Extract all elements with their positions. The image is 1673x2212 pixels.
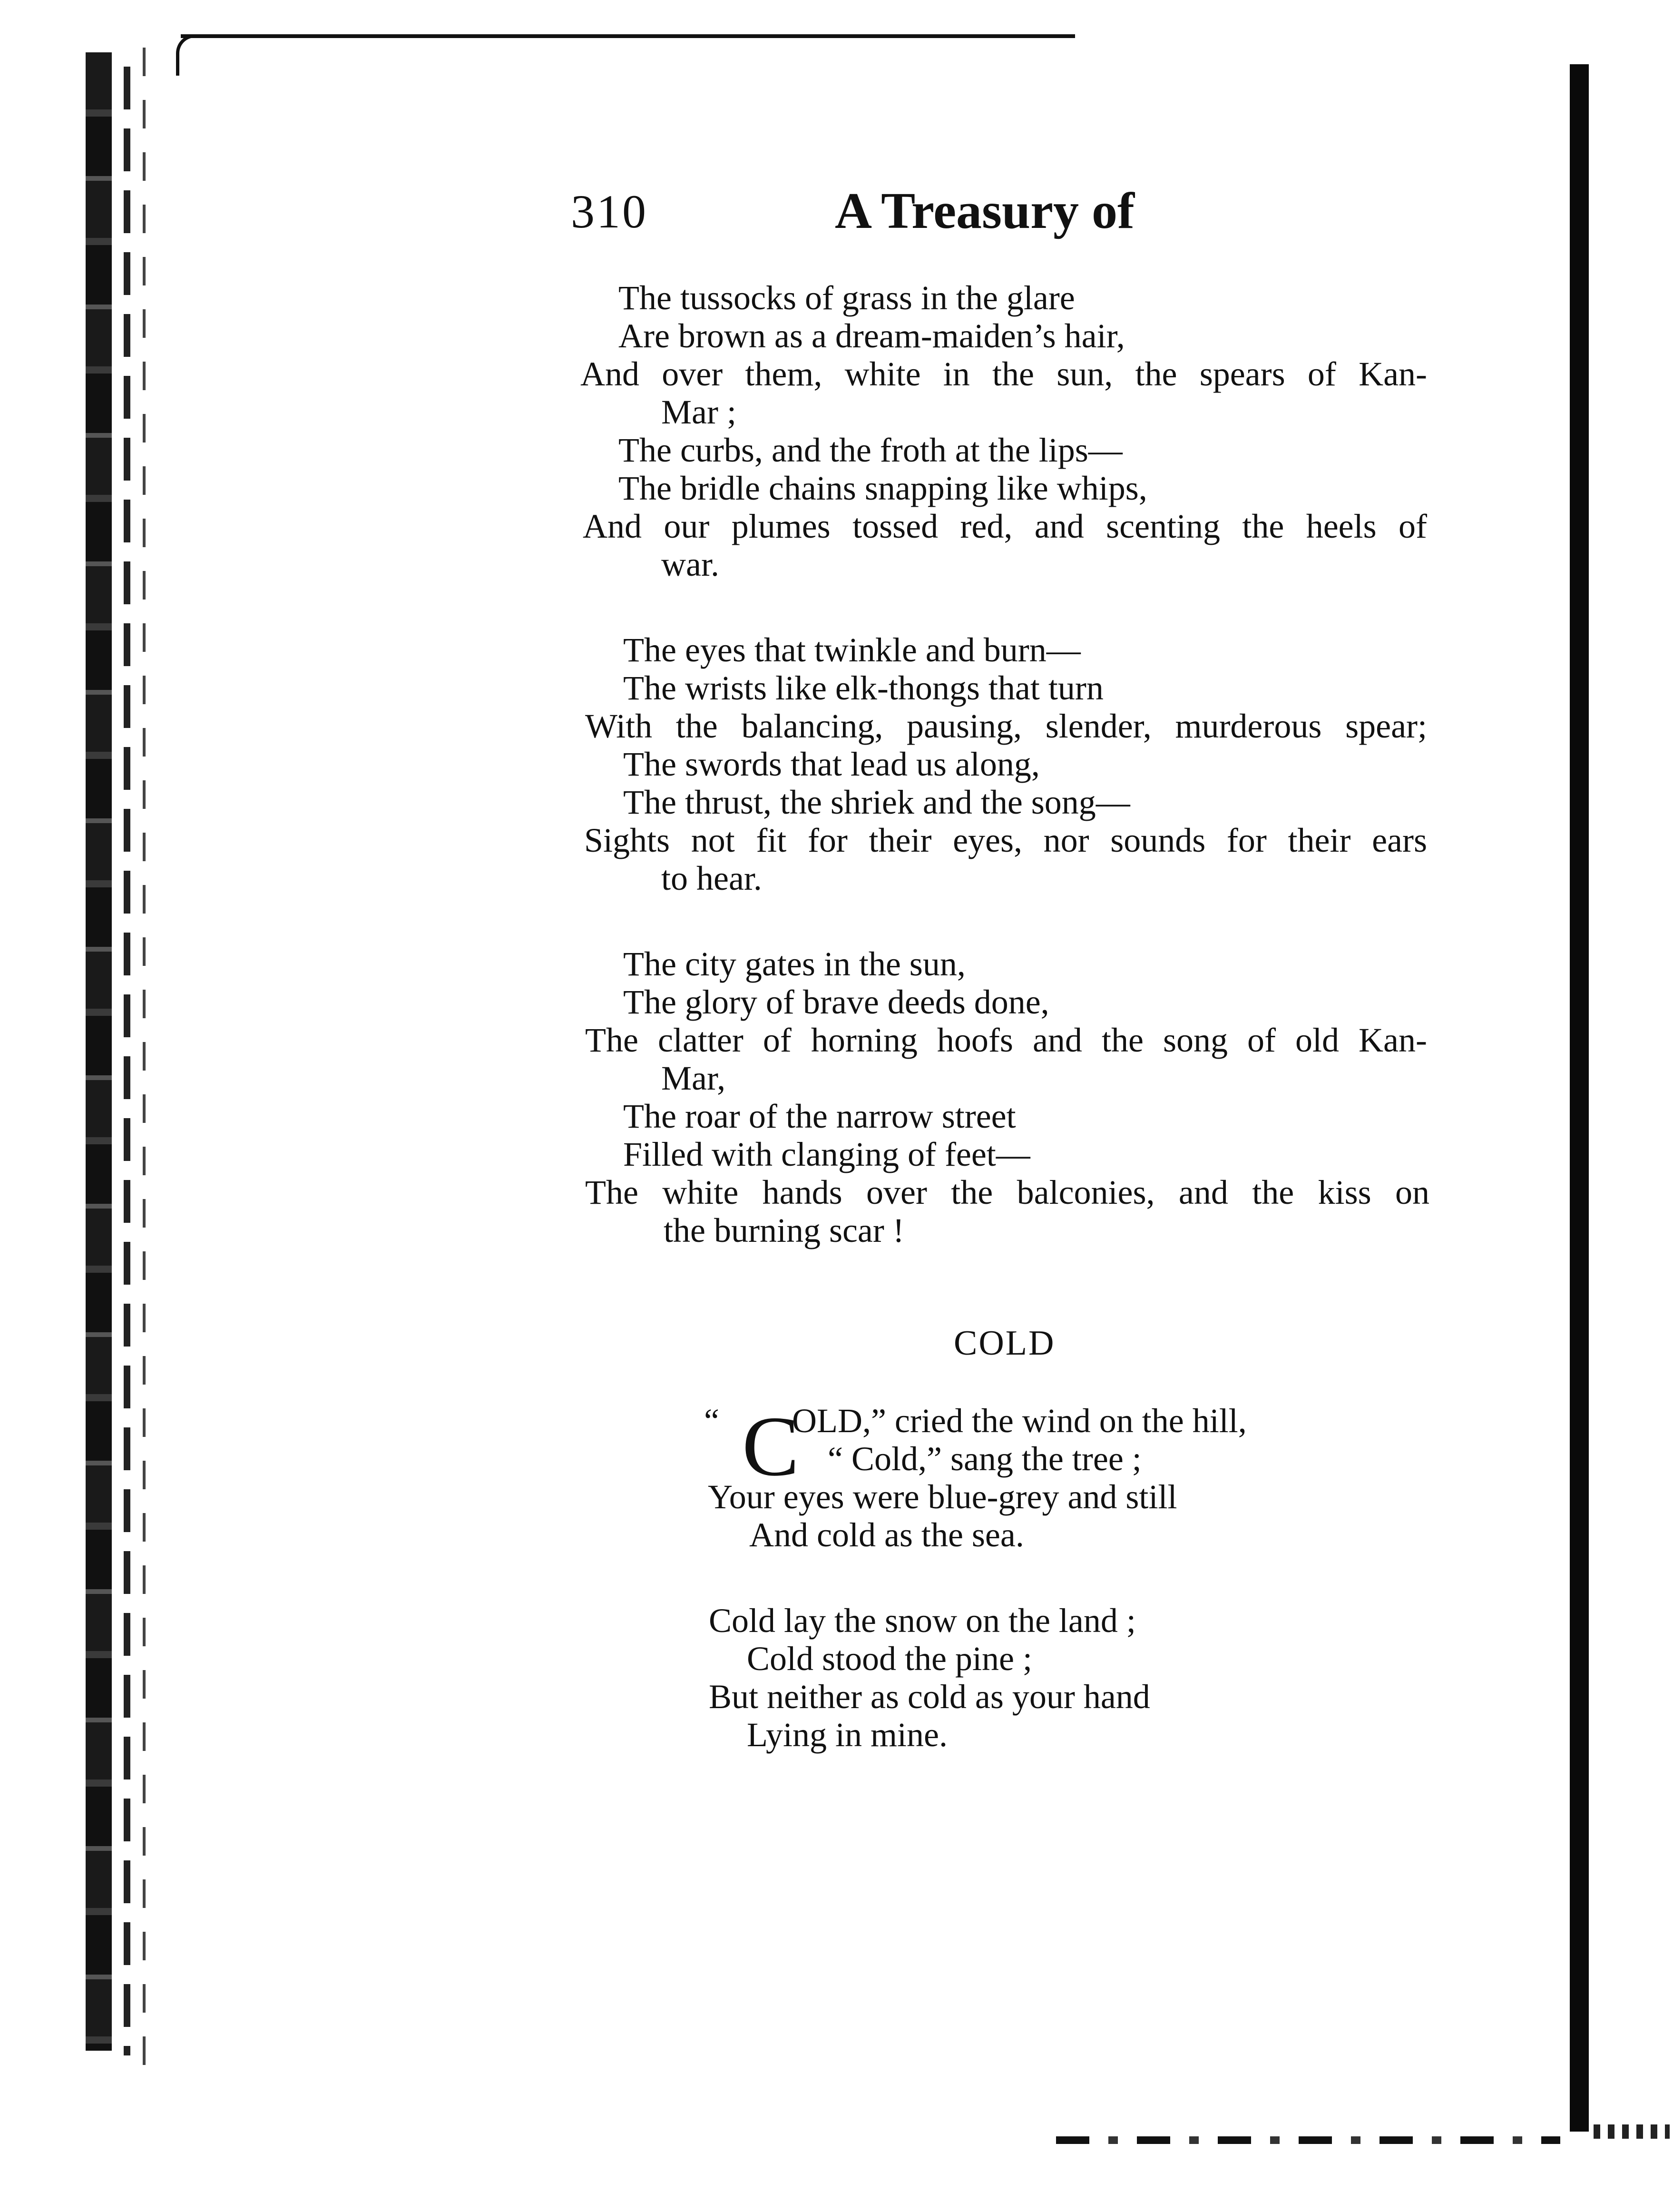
poem-line: Filled with clanging of feet—	[623, 1135, 1030, 1173]
poem-line: And over them, white in the sun, the spears of Kan-	[580, 355, 1427, 393]
scan-bottom-noise	[1594, 2124, 1670, 2139]
poem-line: But neither as cold as your hand	[709, 1678, 1150, 1716]
poem-line: Mar ;	[661, 393, 736, 431]
scan-binding-shadow	[143, 48, 146, 2070]
opening-quote: “	[704, 1402, 719, 1440]
scan-binding-edge	[86, 52, 112, 2051]
poem-line: The wrists like elk-thongs that turn	[623, 669, 1104, 707]
poem-line: Mar,	[661, 1059, 726, 1097]
poem-line: And cold as the sea.	[749, 1516, 1024, 1554]
poem-line: Cold lay the snow on the land ;	[709, 1602, 1136, 1640]
poem-line: The glory of brave deeds done,	[623, 983, 1049, 1021]
scan-binding-shadow	[124, 67, 130, 2055]
poem-line: Cold stood the pine ;	[747, 1640, 1032, 1678]
poem-title: COLD	[954, 1324, 1056, 1363]
scan-right-edge	[1570, 64, 1589, 2132]
drop-cap: C	[742, 1399, 800, 1494]
running-title: A Treasury of	[835, 183, 1135, 239]
poem-line: With the balancing, pausing, slender, murderous spear;	[585, 707, 1427, 745]
poem-line: Lying in mine.	[747, 1716, 948, 1754]
poem-line: OLD,” cried the wind on the hill,	[792, 1402, 1247, 1440]
poem-line: Are brown as a dream-maiden’s hair,	[618, 317, 1125, 355]
poem-line: the burning scar !	[664, 1211, 904, 1249]
scan-bottom-noise	[1056, 2136, 1560, 2144]
poem-line: Your eyes were blue-grey and still	[708, 1478, 1177, 1516]
poem-line: Sights not fit for their eyes, nor sounds for their ears	[584, 821, 1427, 859]
poem-line: to hear.	[661, 859, 762, 897]
poem-line: The city gates in the sun,	[623, 945, 966, 983]
poem-line: The tussocks of grass in the glare	[618, 279, 1075, 317]
poem-line: The thrust, the shriek and the song—	[623, 783, 1130, 821]
scan-top-edge	[181, 34, 1075, 38]
poem-line: The roar of the narrow street	[623, 1097, 1016, 1135]
poem-line: The eyes that twinkle and burn—	[623, 631, 1081, 669]
poem-line: war.	[661, 545, 719, 583]
page-number: 310	[571, 185, 648, 238]
scan-page-corner	[176, 34, 198, 76]
poem-line: The clatter of horning hoofs and the song of old Kan-	[585, 1021, 1427, 1059]
poem-line: And our plumes tossed red, and scenting the heels of	[583, 507, 1427, 545]
poem-line: The white hands over the balconies, and the kiss on	[585, 1173, 1429, 1211]
poem-line: “ Cold,” sang the tree ;	[828, 1440, 1142, 1478]
poem-line: The swords that lead us along,	[623, 745, 1040, 783]
poem-line: The curbs, and the froth at the lips—	[618, 431, 1123, 469]
poem-line: The bridle chains snapping like whips,	[618, 469, 1147, 507]
